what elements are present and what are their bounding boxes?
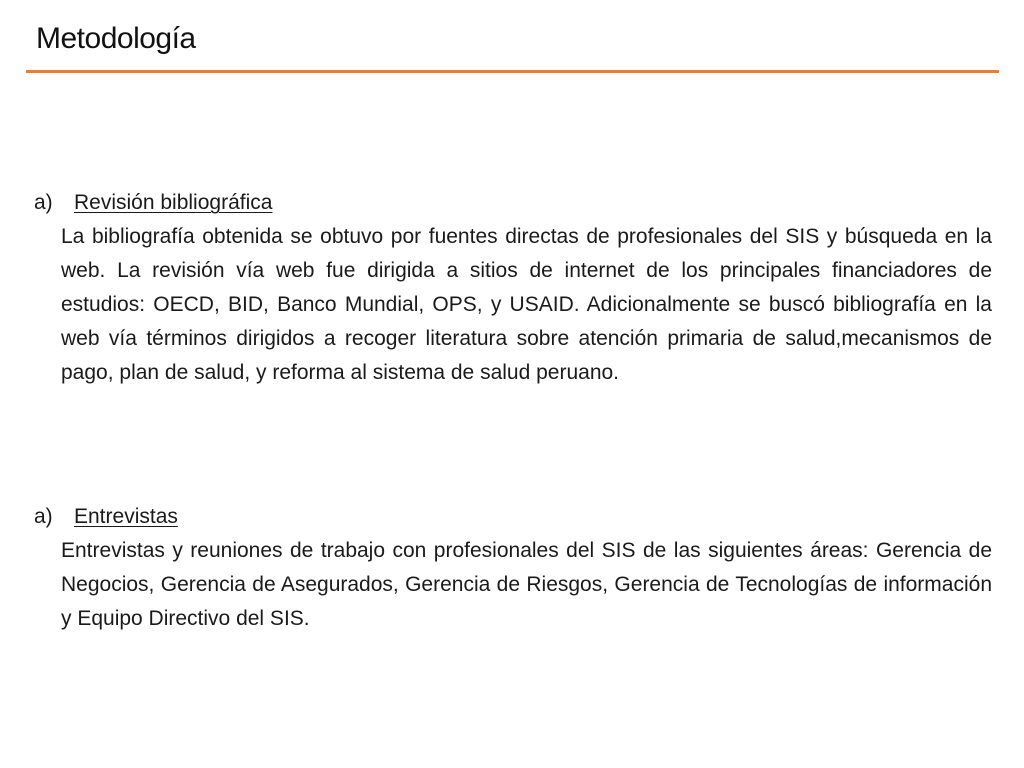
- section-heading-text: Entrevistas: [74, 505, 178, 528]
- section-paragraph: La bibliografía obtenida se obtuvo por fuentes directas de profesionales del SIS y búsqueda en la web. La revisión vía web fue dirigida a sitios de internet de los principales financiadores de estudios: OECD, BID, Banco Mundial, OPS, y USAID. Adicionalmente se buscó bibliografía en la web vía términos dirigidos a recoger literatura sobre atención primaria de salud,mecanismos de pago, plan de salud, y reforma al sistema de salud peruano.: [61, 225, 992, 384]
- list-marker: a): [34, 191, 53, 214]
- section-heading-text: Revisión bibliográfica: [74, 191, 273, 214]
- section-heading: [34, 186, 992, 220]
- section-revision-bibliografica: [34, 186, 992, 390]
- section-heading: [34, 500, 992, 534]
- section-entrevistas: [34, 500, 992, 636]
- list-marker: a): [34, 505, 53, 528]
- slide-title: Metodología: [36, 22, 196, 55]
- section-paragraph: Entrevistas y reuniones de trabajo con profesionales del SIS de las siguientes áreas: Gerencia de Negocios, Gerencia de Asegurados, Gerencia de Riesgos, Gerencia de Tecnologías de información y Equipo Directivo del SIS.: [61, 539, 992, 630]
- title-divider: [26, 70, 999, 73]
